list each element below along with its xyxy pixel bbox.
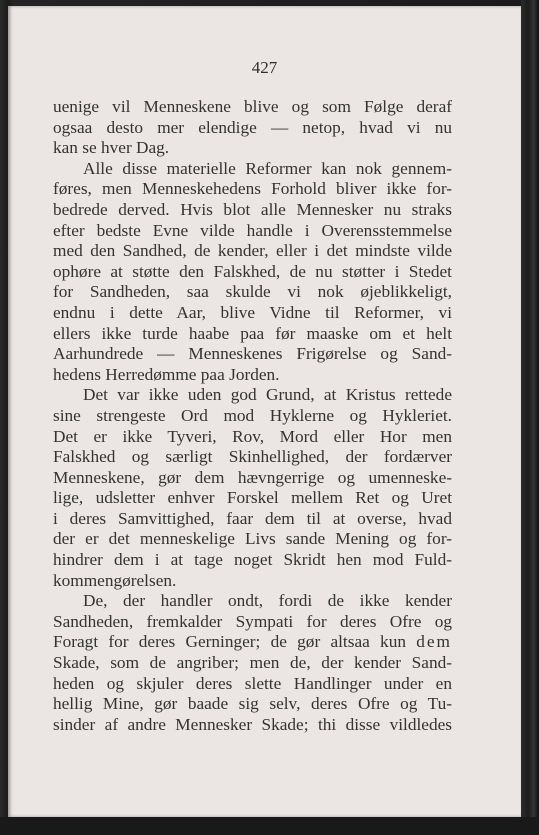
text-line: Sandheden, fremkalder Sympati for deres Ofre og — [53, 611, 452, 631]
text-line: hindrer dem i at tage noget Skridt hen mod Fuld- — [53, 550, 452, 570]
text-line: sine strengeste Ord mod Hyklerne og Hykleriet. — [53, 405, 452, 425]
text-line-segment: Foragt for deres Gerninger; de gør altsaa kun — [53, 632, 406, 652]
text-line: sinder af andre Mennesker Skade; thi disse vildledes — [53, 714, 452, 734]
text-line — [53, 632, 452, 653]
body-text — [53, 97, 452, 735]
book-page — [8, 6, 521, 817]
text-line: for Sandheden, saa skulde vi nok øjeblikkeligt, — [53, 282, 452, 302]
text-line: i deres Samvittighed, faar dem til at overse, hvad — [53, 508, 452, 528]
text-line: Det er ikke Tyveri, Rov, Mord eller Hor men — [53, 426, 452, 446]
text-line: ogsaa desto mer elendige — netop, hvad vi nu — [53, 117, 452, 137]
book-cover-edge — [521, 0, 539, 835]
text-line: hedens Herredømme paa Jorden. — [53, 364, 280, 384]
emphasized-word: dem — [416, 632, 453, 652]
text-line: endnu i dette Aar, blive Vidne til Reformer, vi — [53, 302, 452, 322]
page-number: 427 — [251, 58, 278, 77]
text-line: kommengørelsen. — [53, 570, 177, 590]
text-line: lige, udsletter enhver Forskel mellem Ret og Uret — [53, 488, 452, 508]
text-line: Det var ikke uden god Grund, at Kristus rettede — [83, 385, 452, 405]
text-line: bedrede derved. Hvis blot alle Mennesker nu straks — [53, 199, 452, 219]
text-line: ophøre at støtte den Falskhed, de nu støtter i Stedet — [53, 261, 452, 281]
text-line: hellig Mine, gør baade sig selv, deres Ofre og Tu- — [53, 694, 452, 714]
text-line: Aarhundrede — Menneskenes Frigørelse og Sand- — [53, 344, 452, 364]
text-line: ellers ikke turde haabe paa før maaske om et helt — [53, 323, 452, 343]
text-line: uenige vil Menneskene blive og som Følge deraf — [53, 97, 452, 116]
text-line: Skade, som de angriber; men de, der kender Sand- — [53, 653, 452, 673]
text-line: efter bedste Evne vilde handle i Overensstemmelse — [53, 220, 452, 240]
text-line: der er det menneskelige Livs sande Mening og for- — [53, 529, 452, 549]
text-line: Falskhed og særligt Skinhellighed, der fordærver — [53, 447, 452, 467]
scan-bottom-edge — [0, 817, 539, 835]
text-line: Menneskene, gør dem hævngerrige og umenneske- — [53, 467, 452, 487]
text-line: De, der handler ondt, fordi de ikke kender — [83, 591, 452, 611]
text-line: heden og skjuler deres slette Handlinger under en — [53, 673, 452, 693]
text-line: Alle disse materielle Reformer kan nok gennem- — [83, 158, 452, 178]
text-line: med den Sandhed, de kender, eller i det mindste vilde — [53, 241, 452, 261]
text-line: føres, men Menneskehedens Forhold bliver ikke for- — [53, 179, 452, 199]
text-line: kan se hver Dag. — [53, 138, 170, 158]
